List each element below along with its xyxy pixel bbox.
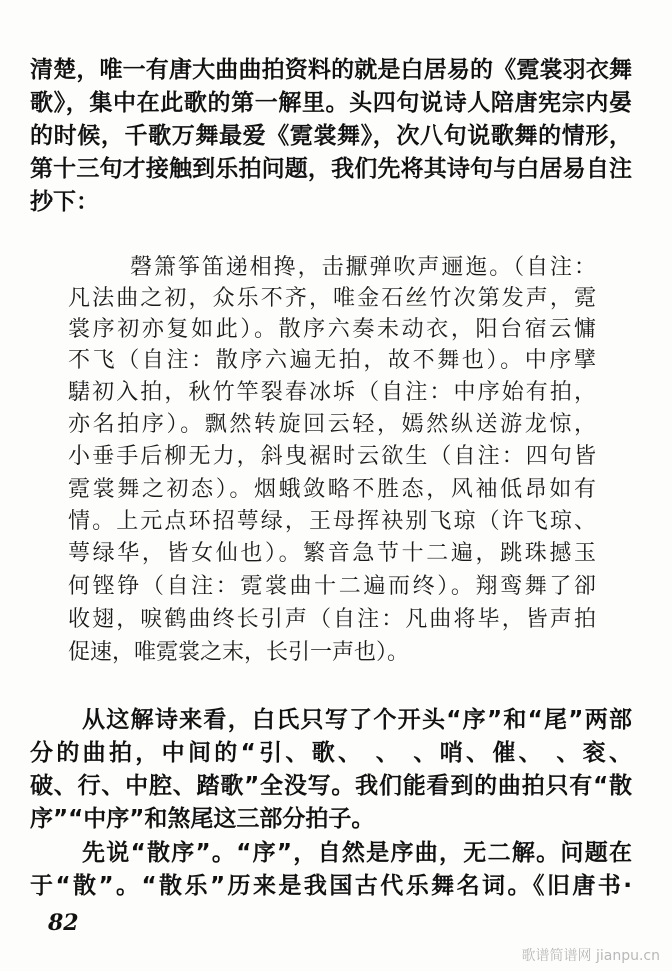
quote-line: 萼绿华，皆女仙也）。繁音急节十二遍，跳珠撼玉 [68, 541, 596, 566]
text-line: 于“散”。“散乐”历来是我国古代乐舞名词。《旧唐书· [30, 873, 632, 899]
text-line: 从这解诗来看，白氏只写了个开头“序”和“尾”两部 [82, 707, 632, 733]
text-line: 第十三句才接触到乐拍问题，我们先将其诗句与白居易自注 [30, 156, 632, 182]
quote-line: 亦名拍序）。飘然转旋回云轻，嫣然纵送游龙惊， [68, 412, 596, 437]
quote-line: 收翅，唳鹤曲终长引声（自注：凡曲将毕，皆声拍 [68, 607, 596, 632]
quote-line: 何铿铮（自注：霓裳曲十二遍而终）。翔鸾舞了卻 [68, 574, 596, 599]
text-line: 歌》，集中在此歌的第一解里。头四句说诗人陪唐宪宗内晏 [30, 90, 632, 116]
text-line: 分的曲拍，中间的“引、歌、 、 、哨、催、 、衮、 [30, 740, 632, 766]
text-line: 序”“中序”和煞尾这三部分拍子。 [30, 806, 375, 832]
quote-line: 不飞（自注：散序六遍无拍，故不舞也）。中序擘 [68, 348, 596, 373]
text-line: 破、行、中腔、踏歌”全没写。我们能看到的曲拍只有“散 [30, 773, 632, 799]
quote-line: 小垂手后柳无力，斜曳裾时云欲生（自注：四句皆 [68, 444, 596, 469]
text-line: 抄下： [30, 189, 99, 215]
quote-line: 促速，唯霓裳之末，长引一声也）。 [68, 640, 410, 665]
page-number: 82 [48, 910, 79, 936]
watermark: 歌谱简谱网 jianpu.cn [521, 948, 660, 964]
text-line: 清楚，唯一有唐大曲曲拍资料的就是白居易的《霓裳羽衣舞 [30, 57, 632, 83]
quote-line: 凡法曲之初，众乐不齐，唯金石丝竹次第发声，霓 [68, 286, 596, 311]
quote-line: 情。上元点环招萼绿，王母挥袂别飞琼（许飞琼、 [68, 509, 596, 534]
quote-line: 霓裳舞之初态）。烟蛾敛略不胜态，风袖低昂如有 [68, 477, 596, 502]
quote-line: 騞初入拍，秋竹竿裂春冰坼（自注：中序始有拍， [68, 380, 596, 405]
quote-line: 磬箫筝笛递相搀，击擫弹吹声逦迤。（自注： [130, 255, 596, 280]
text-line: 先说“散序”。“序”，自然是序曲，无二解。问题在 [82, 840, 632, 866]
text-line: 的时候，千歌万舞最爱《霓裳舞》，次八句说歌舞的情形， [30, 123, 632, 149]
quote-line: 裳序初亦复如此）。散序六奏未动衣，阳台宿云慵 [68, 317, 596, 342]
